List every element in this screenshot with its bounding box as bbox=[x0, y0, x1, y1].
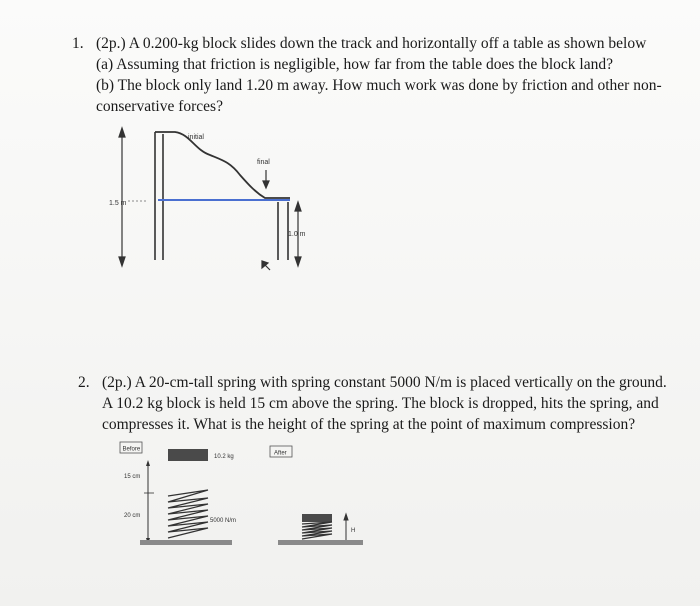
spring-constant-label: 5000 N/m bbox=[210, 518, 237, 524]
problem-2-line-1: (2p.) A 20-cm-tall spring with spring constant 5000 N/m is placed vertically on the ground. bbox=[102, 374, 667, 391]
mass-label: 10.2 kg bbox=[214, 454, 234, 460]
block-after bbox=[302, 514, 332, 522]
problem-2-line-2: A 10.2 kg block is held 15 cm above the spring. The block is dropped, hits the spring, and bbox=[102, 395, 659, 412]
problem-1-line-1: (2p.) A 0.200-kg block slides down the track and horizontally off a table as shown below bbox=[96, 35, 647, 52]
spring-height-label: 20 cm bbox=[124, 513, 141, 519]
problem-1 bbox=[72, 33, 687, 117]
left-height-label: 1.5 m bbox=[109, 200, 127, 207]
final-label: final bbox=[257, 159, 270, 166]
problem-1-line-4: conservative forces? bbox=[96, 98, 223, 115]
problem-2 bbox=[78, 372, 688, 435]
right-height-label: 1.0 m bbox=[288, 231, 306, 238]
problem-1-line-3: (b) The block only land 1.20 m away. How much work was done by friction and other non- bbox=[96, 77, 662, 94]
block-before bbox=[168, 449, 208, 461]
track-diagram bbox=[100, 120, 330, 280]
spring-before bbox=[168, 490, 208, 538]
problem-2-line-3: compresses it. What is the height of the spring at the point of maximum compression? bbox=[102, 416, 636, 433]
problem-1-number: 1. bbox=[72, 35, 84, 52]
gap-label: 15 cm bbox=[124, 474, 141, 480]
initial-label: initial bbox=[188, 134, 204, 141]
ground-after bbox=[278, 540, 363, 545]
spring-diagram bbox=[110, 440, 380, 555]
final-arrow bbox=[263, 170, 269, 188]
after-label: After bbox=[274, 450, 287, 457]
left-height-arrow bbox=[119, 128, 125, 266]
height-arrow bbox=[344, 514, 348, 540]
problem-2-number: 2. bbox=[78, 374, 90, 391]
problem-1-line-2: (a) Assuming that friction is negligible, how far from the table does the block land? bbox=[96, 56, 613, 73]
landing-arrow bbox=[262, 261, 270, 270]
height-symbol: H bbox=[351, 528, 356, 534]
ground-before bbox=[140, 540, 232, 545]
before-label: Before bbox=[122, 446, 141, 453]
spring-after bbox=[302, 522, 332, 539]
